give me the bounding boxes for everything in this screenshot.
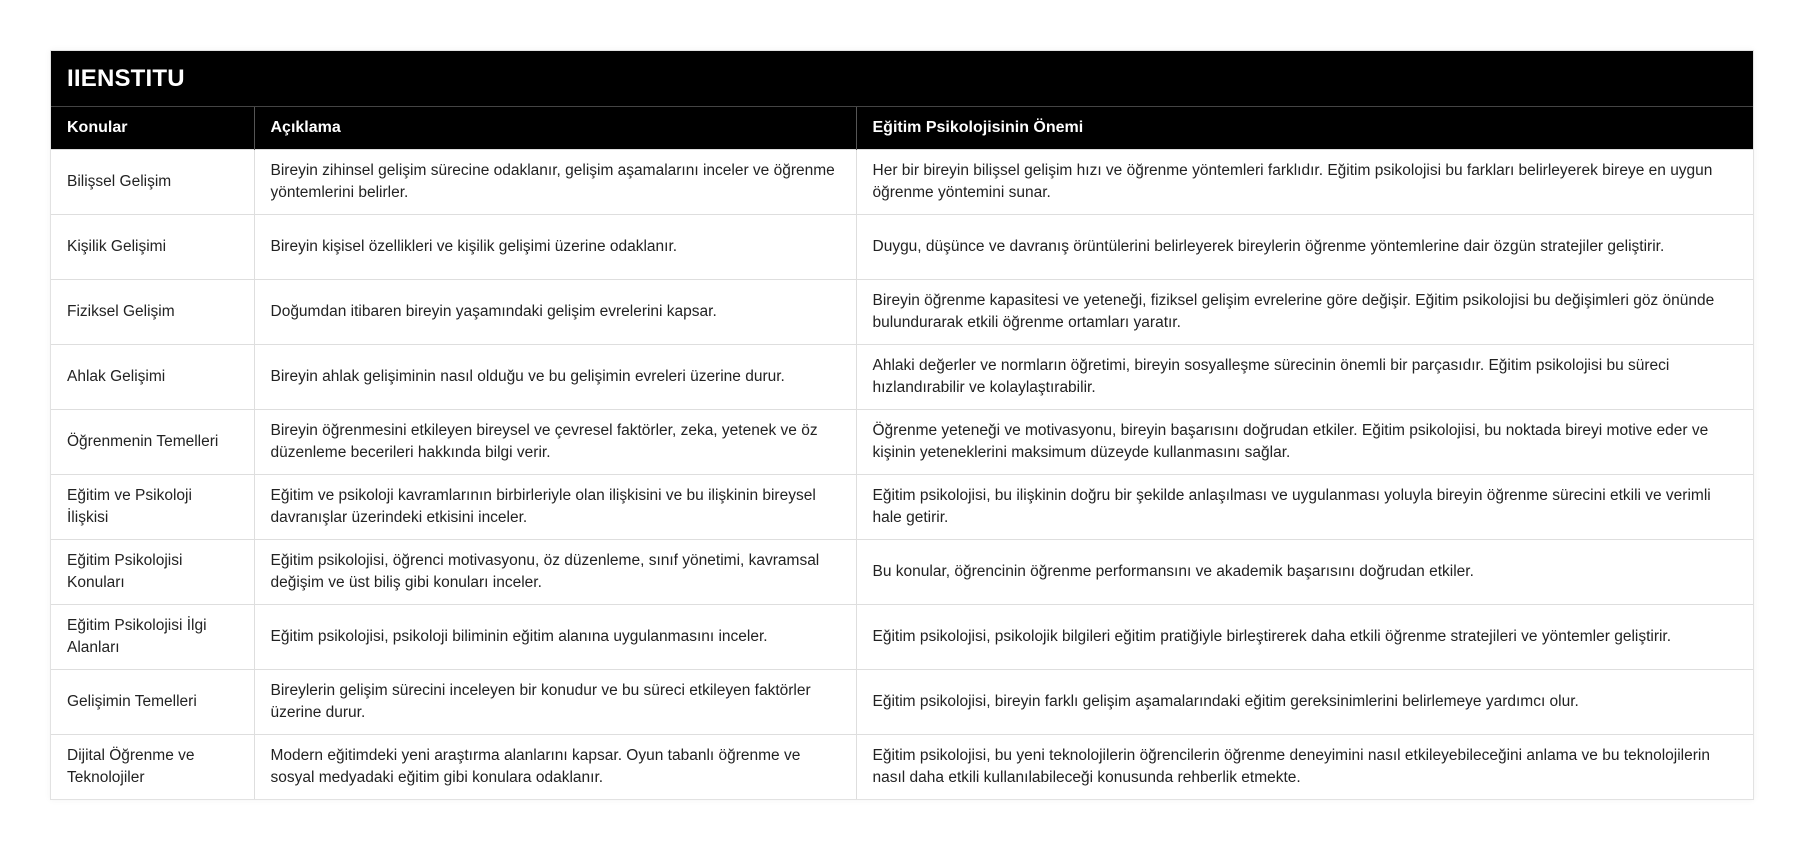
table-row [51, 150, 1753, 215]
column-header-description: Açıklama [254, 107, 856, 150]
table-card [50, 50, 1754, 800]
table-row [51, 605, 1753, 670]
topic-cell: Öğrenmenin Temelleri [51, 410, 254, 475]
importance-cell: Eğitim psikolojisi, bu yeni teknolojilerin öğrencilerin öğrenme deneyimini nasıl etkileyebileceğini anlama ve bu teknolojilerin nasıl daha etkili kullanılabileceği konusunda rehberlik etmekte. [856, 735, 1753, 800]
importance-cell: Eğitim psikolojisi, bireyin farklı gelişim aşamalarındaki eğitim gereksinimlerini belirlemeye yardımcı olur. [856, 670, 1753, 735]
description-cell: Doğumdan itibaren bireyin yaşamındaki gelişim evrelerini kapsar. [254, 280, 856, 345]
description-cell: Eğitim ve psikoloji kavramlarının birbirleriyle olan ilişkisini ve bu ilişkinin bireysel davranışlar üzerindeki etkisini inceler. [254, 475, 856, 540]
topic-cell: Kişilik Gelişimi [51, 215, 254, 280]
column-header-topics: Konular [51, 107, 254, 150]
description-cell: Bireyin öğrenmesini etkileyen bireysel ve çevresel faktörler, zeka, yetenek ve öz düzenleme becerileri hakkında bilgi verir. [254, 410, 856, 475]
description-cell: Eğitim psikolojisi, öğrenci motivasyonu, öz düzenleme, sınıf yönetimi, kavramsal değişim ve üst biliş gibi konuları inceler. [254, 540, 856, 605]
description-cell: Bireyin ahlak gelişiminin nasıl olduğu ve bu gelişimin evreleri üzerine durur. [254, 345, 856, 410]
table-row [51, 475, 1753, 540]
table-row [51, 410, 1753, 475]
table-row [51, 670, 1753, 735]
description-cell: Bireyin kişisel özellikleri ve kişilik gelişimi üzerine odaklanır. [254, 215, 856, 280]
column-header-importance: Eğitim Psikolojisinin Önemi [856, 107, 1753, 150]
table-row [51, 735, 1753, 800]
importance-cell: Her bir bireyin bilişsel gelişim hızı ve öğrenme yöntemleri farklıdır. Eğitim psikolojisi bu farkları belirleyerek bireye en uygun öğrenme yöntemini sunar. [856, 150, 1753, 215]
topic-cell: Bilişsel Gelişim [51, 150, 254, 215]
importance-cell: Duygu, düşünce ve davranış örüntülerini belirleyerek bireylerin öğrenme yöntemlerine dair özgün stratejiler geliştirir. [856, 215, 1753, 280]
importance-cell: Öğrenme yeteneği ve motivasyonu, bireyin başarısını doğrudan etkiler. Eğitim psikolojisi, bu noktada bireyi motive eder ve kişinin yeteneklerini maksimum düzeyde kullanmasını sağlar. [856, 410, 1753, 475]
topic-cell: Dijital Öğrenme ve Teknolojiler [51, 735, 254, 800]
importance-cell: Bireyin öğrenme kapasitesi ve yeteneği, fiziksel gelişim evrelerine göre değişir. Eğitim psikolojisi bu değişimleri göz önünde bulundurarak etkili öğrenme ortamları yaratır. [856, 280, 1753, 345]
description-cell: Bireylerin gelişim sürecini inceleyen bir konudur ve bu süreci etkileyen faktörler üzerine durur. [254, 670, 856, 735]
importance-cell: Bu konular, öğrencinin öğrenme performansını ve akademik başarısını doğrudan etkiler. [856, 540, 1753, 605]
table-row [51, 345, 1753, 410]
description-cell: Eğitim psikolojisi, psikoloji biliminin eğitim alanına uygulanmasını inceler. [254, 605, 856, 670]
topic-cell: Eğitim ve Psikoloji İlişkisi [51, 475, 254, 540]
topic-cell: Eğitim Psikolojisi Konuları [51, 540, 254, 605]
topic-cell: Gelişimin Temelleri [51, 670, 254, 735]
table-row [51, 215, 1753, 280]
description-cell: Bireyin zihinsel gelişim sürecine odaklanır, gelişim aşamalarını inceler ve öğrenme yöntemlerini belirler. [254, 150, 856, 215]
topic-cell: Eğitim Psikolojisi İlgi Alanları [51, 605, 254, 670]
topics-table [51, 107, 1753, 799]
description-cell: Modern eğitimdeki yeni araştırma alanlarını kapsar. Oyun tabanlı öğrenme ve sosyal medyadaki eğitim gibi konulara odaklanır. [254, 735, 856, 800]
importance-cell: Ahlaki değerler ve normların öğretimi, bireyin sosyalleşme sürecinin önemli bir parçasıdır. Eğitim psikolojisi bu süreci hızlandırabilir ve kolaylaştırabilir. [856, 345, 1753, 410]
importance-cell: Eğitim psikolojisi, psikolojik bilgileri eğitim pratiğiyle birleştirerek daha etkili öğrenme stratejileri ve yöntemler geliştirir. [856, 605, 1753, 670]
table-row [51, 280, 1753, 345]
topic-cell: Ahlak Gelişimi [51, 345, 254, 410]
table-header-row [51, 107, 1753, 150]
brand-title: IIENSTITU [51, 51, 1753, 107]
topic-cell: Fiziksel Gelişim [51, 280, 254, 345]
table-row [51, 540, 1753, 605]
importance-cell: Eğitim psikolojisi, bu ilişkinin doğru bir şekilde anlaşılması ve uygulanması yoluyla bireyin öğrenme sürecini etkili ve verimli hale getirir. [856, 475, 1753, 540]
